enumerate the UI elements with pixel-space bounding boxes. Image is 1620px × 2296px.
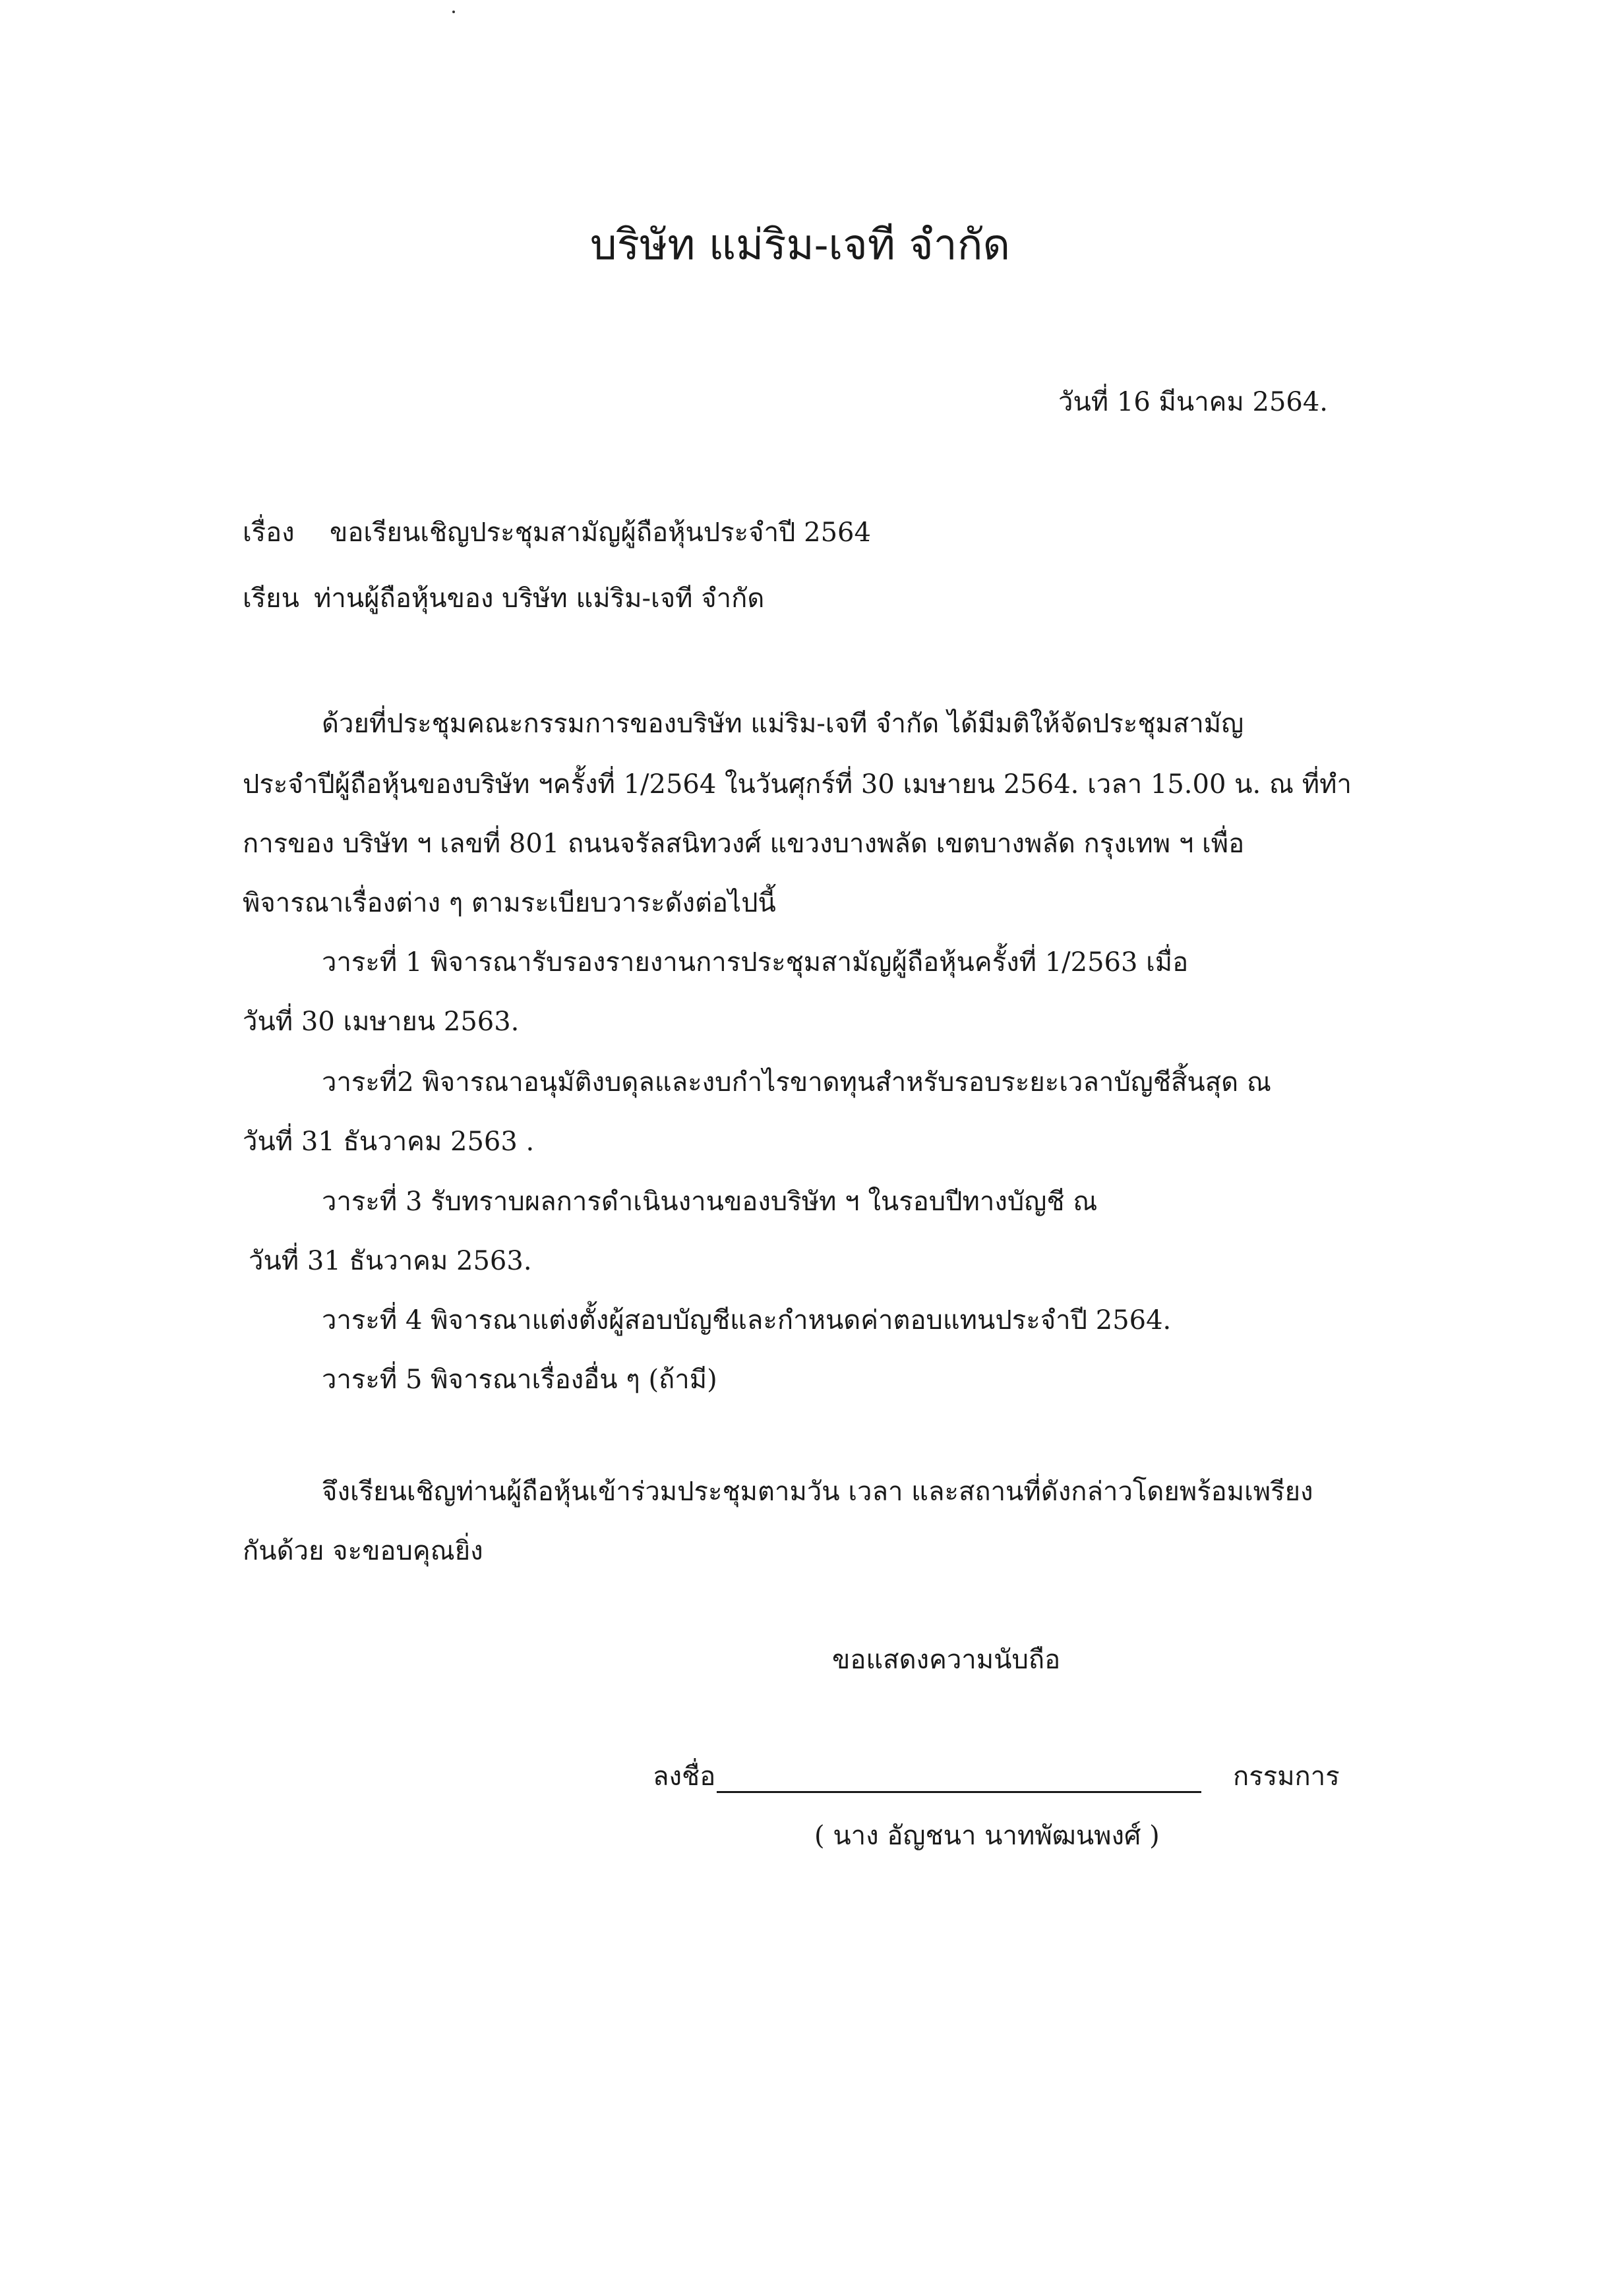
company-title: บริษัท แม่ริม-เจที จำกัด — [590, 221, 1010, 270]
agenda-1-line-2: วันที่ 30 เมษายน 2563. — [243, 1007, 520, 1037]
signer-position: กรรมการ — [1233, 1761, 1340, 1792]
agenda-2-line-2: วันที่ 31 ธันวาคม 2563 . — [243, 1127, 535, 1157]
signature-label: ลงชื่อ — [653, 1761, 716, 1792]
intro-line-1: ด้วยที่ประชุมคณะกรรมการของบริษัท แม่ริม-เจที จำกัด ได้มีมติให้จัดประชุมสามัญ — [322, 709, 1244, 739]
intro-line-4: พิจารณาเรื่องต่าง ๆ ตามระเบียบวาระดังต่อไปนี้ — [243, 888, 776, 918]
subject-text: ขอเรียนเชิญประชุมสามัญผู้ถือหุ้นประจำปี 2564 — [330, 517, 871, 548]
closing-line-2: กันด้วย จะขอบคุณยิ่ง — [243, 1536, 483, 1566]
agenda-3-line-1: วาระที่ 3 รับทราบผลการดำเนินงานของบริษัท ฯ ในรอบปีทางบัญชี ณ — [322, 1187, 1098, 1217]
regards-text: ขอแสดงความนับถือ — [832, 1645, 1061, 1675]
agenda-4-line-1: วาระที่ 4 พิจารณาแต่งตั้งผู้สอบบัญชีและกำหนดค่าตอบแทนประจำปี 2564. — [322, 1305, 1172, 1336]
closing-line-1: จึงเรียนเชิญท่านผู้ถือหุ้นเข้าร่วมประชุมตามวัน เวลา และสถานที่ดังกล่าวโดยพร้อมเพรียง — [322, 1477, 1313, 1507]
signature-line — [717, 1791, 1201, 1793]
letter-date: วันที่ 16 มีนาคม 2564. — [1058, 387, 1329, 417]
subject-label: เรื่อง — [243, 517, 295, 548]
agenda-1-line-1: วาระที่ 1 พิจารณารับรองรายงานการประชุมสามัญผู้ถือหุ้นครั้งที่ 1/2563 เมื่อ — [322, 947, 1189, 978]
agenda-2-line-1: วาระที่2 พิจารณาอนุมัติงบดุลและงบกำไรขาดทุนสำหรับรอบระยะเวลาบัญชีสิ้นสุด ณ — [322, 1067, 1271, 1098]
agenda-3-line-2: วันที่ 31 ธันวาคม 2563. — [249, 1246, 532, 1276]
intro-line-2: ประจำปีผู้ถือหุ้นของบริษัท ฯครั้งที่ 1/2564 ในวันศุกร์ที่ 30 เมษายน 2564. เวลา 15.00 น. ณ ที่ทำ — [243, 769, 1352, 800]
recipient-text: ท่านผู้ถือหุ้นของ บริษัท แม่ริม-เจที จำกัด — [314, 583, 765, 614]
intro-line-3: การของ บริษัท ฯ เลขที่ 801 ถนนจรัลสนิทวงศ์ แขวงบางพลัด เขตบางพลัด กรุงเทพ ฯ เพื่อ — [243, 829, 1245, 859]
signer-name: ( นาง อัญชนา นาทพัฒนพงศ์ ) — [814, 1821, 1160, 1851]
agenda-5-line-1: วาระที่ 5 พิจารณาเรื่องอื่น ๆ (ถ้ามี) — [322, 1365, 717, 1395]
scan-speck — [452, 11, 455, 13]
recipient-label: เรียน — [243, 583, 299, 614]
